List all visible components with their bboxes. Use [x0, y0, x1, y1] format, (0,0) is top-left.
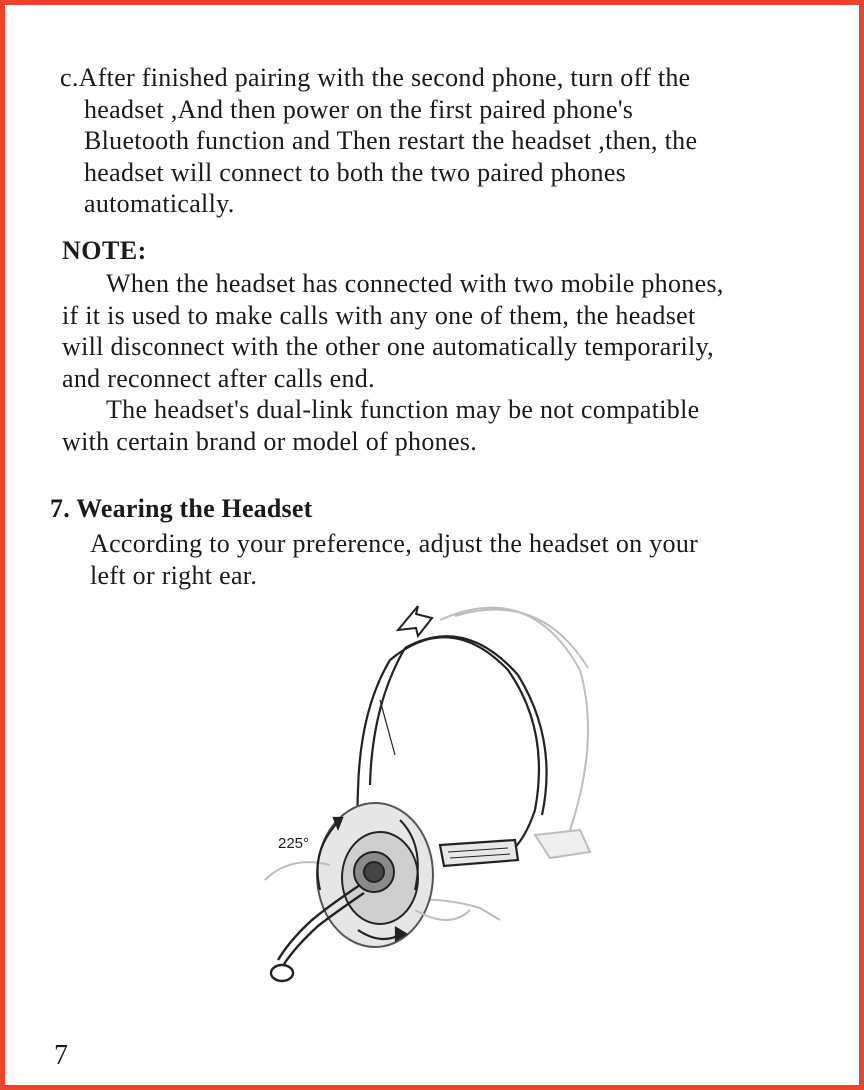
- rotation-angle-label: 225°: [278, 835, 310, 852]
- section-line: left or right ear.: [90, 560, 258, 590]
- note-line: When the headset has connected with two mobile phones,: [106, 269, 724, 298]
- step-c-paragraph: [60, 62, 697, 220]
- page-number: 7: [54, 1040, 68, 1071]
- section-paragraph: [90, 528, 698, 591]
- section-line: According to your preference, adjust the headset on your: [90, 529, 699, 558]
- step-c-line: Bluetooth function and Then restart the headset ,then, the: [84, 126, 698, 155]
- headband-adjust-arrow-icon: [398, 606, 432, 636]
- section-title: 7. Wearing the Headset: [50, 494, 313, 523]
- step-c-line: headset will connect to both the two paired phones: [84, 157, 627, 187]
- headset-illustration: [250, 590, 670, 1000]
- step-c-line: automatically.: [84, 189, 235, 218]
- note-line: The headset's dual-link function may be not compatible: [106, 395, 700, 424]
- step-c-line: c.After finished pairing with the second phone, turn off the: [60, 63, 691, 92]
- note-line: and reconnect after calls end.: [62, 363, 375, 393]
- note-heading: NOTE:: [62, 236, 147, 265]
- step-c-line: headset ,And then power on the first paired phone's: [84, 94, 634, 124]
- note-paragraph: [62, 268, 724, 457]
- note-line: will disconnect with the other one automatically temporarily,: [62, 332, 714, 361]
- note-line: with certain brand or model of phones.: [62, 426, 478, 456]
- note-line: if it is used to make calls with any one of them, the headset: [62, 300, 696, 330]
